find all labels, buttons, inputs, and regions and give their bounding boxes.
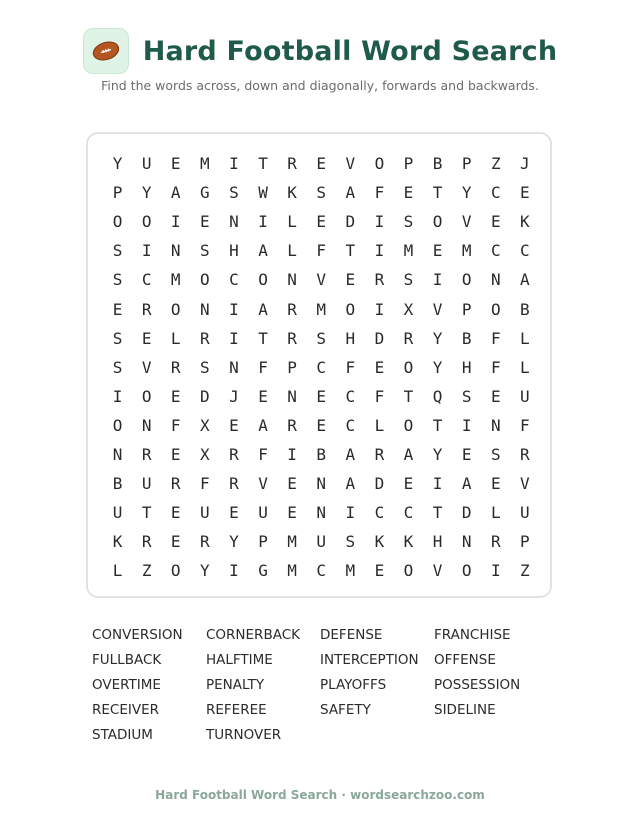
grid-cell[interactable]: O xyxy=(403,561,414,581)
grid-cell[interactable]: I xyxy=(490,561,501,581)
word-list-item: FRANCHISE xyxy=(434,627,511,643)
grid-cell[interactable]: N xyxy=(200,299,210,319)
grid-cell[interactable]: N xyxy=(112,444,123,464)
grid-cell[interactable]: E xyxy=(403,183,414,203)
grid-cell[interactable]: R xyxy=(141,444,152,464)
grid-cell[interactable]: C xyxy=(229,270,239,290)
grid-cell[interactable]: D xyxy=(200,386,210,406)
grid-cell[interactable]: N xyxy=(490,415,501,435)
word-list-item: DEFENSE xyxy=(320,627,383,643)
grid-cell[interactable]: O xyxy=(170,561,181,581)
grid-cell[interactable]: F xyxy=(170,415,181,435)
grid-cell[interactable]: E xyxy=(170,532,181,552)
grid-cell[interactable]: Z xyxy=(520,561,530,581)
grid-cell[interactable]: M xyxy=(170,270,181,290)
grid-cell[interactable]: X xyxy=(200,415,210,435)
grid-cell[interactable]: N xyxy=(170,241,181,261)
grid-cell[interactable]: B xyxy=(112,474,123,494)
grid-cell[interactable]: M xyxy=(345,561,356,581)
grid-cell[interactable]: E xyxy=(287,503,297,523)
grid-cell[interactable]: S xyxy=(112,328,123,348)
grid-cell[interactable]: R xyxy=(229,474,239,494)
grid-cell[interactable]: R xyxy=(403,328,414,348)
grid-cell[interactable]: S xyxy=(112,241,123,261)
grid-cell[interactable]: O xyxy=(461,270,472,290)
grid-cell[interactable]: O xyxy=(461,561,472,581)
grid-cell[interactable]: E xyxy=(316,212,327,232)
word-list-item: TURNOVER xyxy=(206,727,282,743)
header xyxy=(0,28,640,74)
grid-cell[interactable]: S xyxy=(345,532,356,552)
grid-cell[interactable]: V xyxy=(520,474,530,494)
grid-cell[interactable]: R xyxy=(170,357,181,377)
grid-cell[interactable]: O xyxy=(403,357,414,377)
grid-cell[interactable]: R xyxy=(229,444,239,464)
grid-cell[interactable]: O xyxy=(170,299,181,319)
grid-cell[interactable]: U xyxy=(141,154,152,174)
grid-cell[interactable]: P xyxy=(461,299,472,319)
grid-cell[interactable]: I xyxy=(229,561,239,581)
grid-cell[interactable]: S xyxy=(490,444,501,464)
grid-cell[interactable]: C xyxy=(403,503,414,523)
grid-cell[interactable]: H xyxy=(345,328,356,348)
grid-cell[interactable]: T xyxy=(258,328,268,348)
grid-cell[interactable]: E xyxy=(200,212,210,232)
grid-cell[interactable]: Y xyxy=(432,444,443,464)
grid-cell[interactable]: O xyxy=(112,212,123,232)
grid-cell[interactable]: S xyxy=(316,183,327,203)
word-list-item: PENALTY xyxy=(206,677,265,693)
grid-cell[interactable]: R xyxy=(287,328,297,348)
grid-cell[interactable]: R xyxy=(520,444,530,464)
grid-cell[interactable]: H xyxy=(461,357,472,377)
grid-cell[interactable]: E xyxy=(170,503,181,523)
grid-cell[interactable]: A xyxy=(258,415,268,435)
grid-cell[interactable]: D xyxy=(345,212,356,232)
grid-cell[interactable]: T xyxy=(432,183,443,203)
grid-cell[interactable]: P xyxy=(520,532,530,552)
grid-cell[interactable]: R xyxy=(287,154,297,174)
grid-cell[interactable]: E xyxy=(141,328,152,348)
grid-cell[interactable]: B xyxy=(316,444,327,464)
grid-cell[interactable]: V xyxy=(345,154,356,174)
grid-cell[interactable]: M xyxy=(287,561,297,581)
grid-cell[interactable]: L xyxy=(112,561,123,581)
grid-cell[interactable]: R xyxy=(490,532,501,552)
grid-cell[interactable]: F xyxy=(374,386,385,406)
grid-cell[interactable]: L xyxy=(490,503,501,523)
grid-cell[interactable]: M xyxy=(316,299,327,319)
grid-cell[interactable]: U xyxy=(258,503,268,523)
word-list-item: INTERCEPTION xyxy=(320,652,419,668)
grid-cell[interactable]: L xyxy=(520,357,530,377)
grid-cell[interactable]: U xyxy=(200,503,210,523)
grid-cell[interactable]: L xyxy=(287,212,297,232)
grid-cell[interactable]: E xyxy=(229,503,239,523)
grid-cell[interactable]: R xyxy=(141,532,152,552)
grid-cell[interactable]: N xyxy=(229,212,239,232)
grid-cell[interactable]: O xyxy=(490,299,501,319)
grid-cell[interactable]: C xyxy=(520,241,530,261)
word-list-item: REFEREE xyxy=(206,702,267,718)
grid-cell[interactable]: L xyxy=(374,415,385,435)
grid-cell[interactable]: Q xyxy=(432,386,443,406)
grid-cell[interactable]: N xyxy=(141,415,152,435)
grid-cell[interactable]: E xyxy=(170,154,181,174)
grid-cell[interactable]: C xyxy=(490,241,501,261)
grid-cell[interactable]: S xyxy=(316,328,327,348)
grid-cell[interactable]: N xyxy=(316,503,327,523)
grid-cell[interactable]: I xyxy=(461,415,472,435)
grid-cell[interactable]: S xyxy=(112,270,123,290)
grid-cell[interactable]: M xyxy=(461,241,472,261)
grid-cell[interactable]: E xyxy=(490,474,501,494)
grid-cell[interactable]: B xyxy=(461,328,472,348)
puzzle-grid-box xyxy=(86,132,552,598)
grid-cell[interactable]: U xyxy=(141,474,152,494)
grid-cell[interactable]: A xyxy=(345,474,356,494)
grid-cell[interactable]: A xyxy=(345,183,356,203)
word-list-item: PLAYOFFS xyxy=(320,677,387,693)
grid-cell[interactable]: F xyxy=(490,328,501,348)
grid-cell[interactable]: T xyxy=(141,503,152,523)
grid-cell[interactable]: S xyxy=(200,241,210,261)
grid-cell[interactable]: I xyxy=(287,444,297,464)
grid-cell[interactable]: F xyxy=(374,183,385,203)
grid-cell[interactable]: I xyxy=(432,270,443,290)
grid-cell[interactable]: J xyxy=(229,386,239,406)
grid-cell[interactable]: R xyxy=(141,299,152,319)
grid-cell[interactable]: Y xyxy=(432,328,443,348)
grid-cell[interactable]: C xyxy=(345,386,356,406)
grid-cell[interactable]: L xyxy=(170,328,181,348)
grid-cell[interactable]: G xyxy=(258,561,268,581)
grid-cell[interactable]: O xyxy=(200,270,210,290)
grid-cell[interactable]: I xyxy=(345,503,356,523)
grid-cell[interactable]: O xyxy=(345,299,356,319)
grid-cell[interactable]: I xyxy=(141,241,152,261)
grid-cell[interactable]: V xyxy=(316,270,327,290)
grid-cell[interactable]: C xyxy=(316,357,327,377)
grid-cell[interactable]: N xyxy=(316,474,327,494)
word-list xyxy=(92,624,552,749)
grid-cell[interactable]: F xyxy=(258,357,268,377)
grid-cell[interactable]: A xyxy=(403,444,414,464)
grid-cell[interactable]: Z xyxy=(490,154,501,174)
grid-cell[interactable]: E xyxy=(403,474,414,494)
word-list-item: RECEIVER xyxy=(92,702,159,718)
grid-cell[interactable]: A xyxy=(461,474,472,494)
grid-cell[interactable]: F xyxy=(490,357,501,377)
word-list-item: CONVERSION xyxy=(92,627,183,643)
grid-cell[interactable]: I xyxy=(374,299,385,319)
grid-cell[interactable]: K xyxy=(112,532,123,552)
grid-cell[interactable]: E xyxy=(112,299,123,319)
grid-cell[interactable]: N xyxy=(229,357,239,377)
grid-cell[interactable]: E xyxy=(374,357,385,377)
grid-cell[interactable]: I xyxy=(112,386,123,406)
letter-grid xyxy=(103,149,539,585)
grid-cell[interactable]: K xyxy=(287,183,297,203)
grid-cell[interactable]: T xyxy=(403,386,414,406)
grid-cell[interactable]: R xyxy=(374,444,385,464)
grid-cell[interactable]: E xyxy=(490,386,501,406)
grid-cell[interactable]: N xyxy=(461,532,472,552)
grid-cell[interactable]: A xyxy=(345,444,356,464)
grid-cell[interactable]: P xyxy=(112,183,123,203)
grid-cell[interactable]: E xyxy=(461,444,472,464)
grid-cell[interactable]: I xyxy=(229,328,239,348)
grid-cell[interactable]: G xyxy=(200,183,210,203)
grid-cell[interactable]: K xyxy=(374,532,385,552)
word-list-item: SIDELINE xyxy=(434,702,496,718)
grid-cell[interactable]: F xyxy=(200,474,210,494)
grid-cell[interactable]: E xyxy=(520,183,530,203)
grid-cell[interactable]: U xyxy=(316,532,327,552)
grid-cell[interactable]: N xyxy=(287,386,297,406)
grid-cell[interactable]: T xyxy=(258,154,268,174)
grid-cell[interactable]: I xyxy=(229,299,239,319)
grid-cell[interactable]: V xyxy=(432,299,443,319)
grid-cell[interactable]: I xyxy=(229,154,239,174)
grid-cell[interactable]: X xyxy=(403,299,414,319)
grid-cell[interactable]: T xyxy=(432,415,443,435)
page-title: Hard Football Word Search xyxy=(142,35,558,67)
grid-cell[interactable]: W xyxy=(258,183,268,203)
grid-cell[interactable]: Y xyxy=(112,154,123,174)
word-list-item: OVERTIME xyxy=(92,677,161,693)
grid-cell[interactable]: R xyxy=(287,415,297,435)
grid-cell[interactable]: M xyxy=(287,532,297,552)
grid-cell[interactable]: R xyxy=(374,270,385,290)
grid-cell[interactable]: Y xyxy=(200,561,210,581)
grid-cell[interactable]: U xyxy=(520,386,530,406)
grid-cell[interactable]: S xyxy=(461,386,472,406)
grid-cell[interactable]: V xyxy=(461,212,472,232)
grid-cell[interactable]: V xyxy=(141,357,152,377)
grid-cell[interactable]: Y xyxy=(461,183,472,203)
grid-cell[interactable]: V xyxy=(258,474,268,494)
grid-cell[interactable]: F xyxy=(258,444,268,464)
grid-cell[interactable]: E xyxy=(258,386,268,406)
grid-cell[interactable]: R xyxy=(170,474,181,494)
grid-cell[interactable]: E xyxy=(229,415,239,435)
grid-cell[interactable]: L xyxy=(520,328,530,348)
grid-cell[interactable]: E xyxy=(287,474,297,494)
grid-cell[interactable]: P xyxy=(258,532,268,552)
grid-cell[interactable]: I xyxy=(374,212,385,232)
grid-cell[interactable]: P xyxy=(287,357,297,377)
grid-cell[interactable]: E xyxy=(316,386,327,406)
grid-cell[interactable]: A xyxy=(520,270,530,290)
grid-cell[interactable]: Y xyxy=(432,357,443,377)
grid-cell[interactable]: R xyxy=(200,328,210,348)
grid-cell[interactable]: T xyxy=(345,241,356,261)
grid-cell[interactable]: L xyxy=(287,241,297,261)
grid-cell[interactable]: P xyxy=(461,154,472,174)
grid-cell[interactable]: S xyxy=(112,357,123,377)
grid-cell[interactable]: U xyxy=(520,503,530,523)
grid-cell[interactable]: Z xyxy=(141,561,152,581)
grid-cell[interactable]: S xyxy=(403,270,414,290)
grid-cell[interactable]: V xyxy=(432,561,443,581)
grid-cell[interactable]: C xyxy=(374,503,385,523)
grid-cell[interactable]: O xyxy=(432,212,443,232)
grid-cell[interactable]: Y xyxy=(229,532,239,552)
grid-cell[interactable]: I xyxy=(258,212,268,232)
grid-cell[interactable]: I xyxy=(170,212,181,232)
grid-cell[interactable]: K xyxy=(520,212,530,232)
grid-cell[interactable]: O xyxy=(403,415,414,435)
grid-cell[interactable]: S xyxy=(403,212,414,232)
grid-cell[interactable]: N xyxy=(287,270,297,290)
grid-cell[interactable]: D xyxy=(374,328,385,348)
grid-cell[interactable]: D xyxy=(374,474,385,494)
grid-cell[interactable]: E xyxy=(170,386,181,406)
grid-cell[interactable]: H xyxy=(229,241,239,261)
grid-cell[interactable]: E xyxy=(374,561,385,581)
grid-cell[interactable]: H xyxy=(432,532,443,552)
grid-cell[interactable]: E xyxy=(170,444,181,464)
grid-cell[interactable]: O xyxy=(374,154,385,174)
grid-cell[interactable]: S xyxy=(229,183,239,203)
footer: Hard Football Word Search · wordsearchzoo.com xyxy=(155,788,485,802)
word-list-item: SAFETY xyxy=(320,702,371,718)
grid-cell[interactable]: C xyxy=(141,270,152,290)
grid-cell[interactable]: A xyxy=(258,241,268,261)
grid-cell[interactable]: E xyxy=(316,154,327,174)
grid-cell[interactable]: R xyxy=(287,299,297,319)
grid-cell[interactable]: B xyxy=(520,299,530,319)
grid-cell[interactable]: N xyxy=(490,270,501,290)
football-icon xyxy=(83,28,129,74)
grid-cell[interactable]: O xyxy=(258,270,268,290)
grid-cell[interactable]: E xyxy=(432,241,443,261)
grid-cell[interactable]: E xyxy=(345,270,356,290)
grid-cell[interactable]: S xyxy=(200,357,210,377)
grid-cell[interactable]: M xyxy=(200,154,210,174)
word-list-item: CORNERBACK xyxy=(206,627,300,643)
grid-cell[interactable]: X xyxy=(200,444,210,464)
grid-cell[interactable]: O xyxy=(112,415,123,435)
word-list-item: POSSESSION xyxy=(434,677,521,693)
grid-cell[interactable]: F xyxy=(520,415,530,435)
grid-cell[interactable]: T xyxy=(432,503,443,523)
word-list-item: STADIUM xyxy=(92,727,153,743)
grid-cell[interactable]: B xyxy=(432,154,443,174)
grid-cell[interactable]: A xyxy=(170,183,181,203)
grid-cell[interactable]: F xyxy=(316,241,327,261)
grid-cell[interactable]: I xyxy=(432,474,443,494)
grid-cell[interactable]: C xyxy=(490,183,501,203)
grid-cell[interactable]: E xyxy=(316,415,327,435)
grid-cell[interactable]: P xyxy=(403,154,414,174)
grid-cell[interactable]: K xyxy=(403,532,414,552)
grid-cell[interactable]: F xyxy=(345,357,356,377)
word-list-item: FULLBACK xyxy=(92,652,162,668)
grid-cell[interactable]: D xyxy=(461,503,472,523)
grid-cell[interactable]: M xyxy=(403,241,414,261)
word-list-item: HALFTIME xyxy=(206,652,273,668)
grid-cell[interactable]: Y xyxy=(141,183,152,203)
word-list-item: OFFENSE xyxy=(434,652,496,668)
grid-cell[interactable]: I xyxy=(374,241,385,261)
instructions: Find the words across, down and diagonally, forwards and backwards. xyxy=(101,78,539,93)
grid-cell[interactable]: E xyxy=(490,212,501,232)
grid-cell[interactable]: R xyxy=(200,532,210,552)
grid-cell[interactable]: J xyxy=(520,154,530,174)
grid-cell[interactable]: O xyxy=(141,212,152,232)
grid-cell[interactable]: U xyxy=(112,503,123,523)
grid-cell[interactable]: A xyxy=(258,299,268,319)
grid-cell[interactable]: O xyxy=(141,386,152,406)
grid-cell[interactable]: C xyxy=(316,561,327,581)
grid-cell[interactable]: C xyxy=(345,415,356,435)
